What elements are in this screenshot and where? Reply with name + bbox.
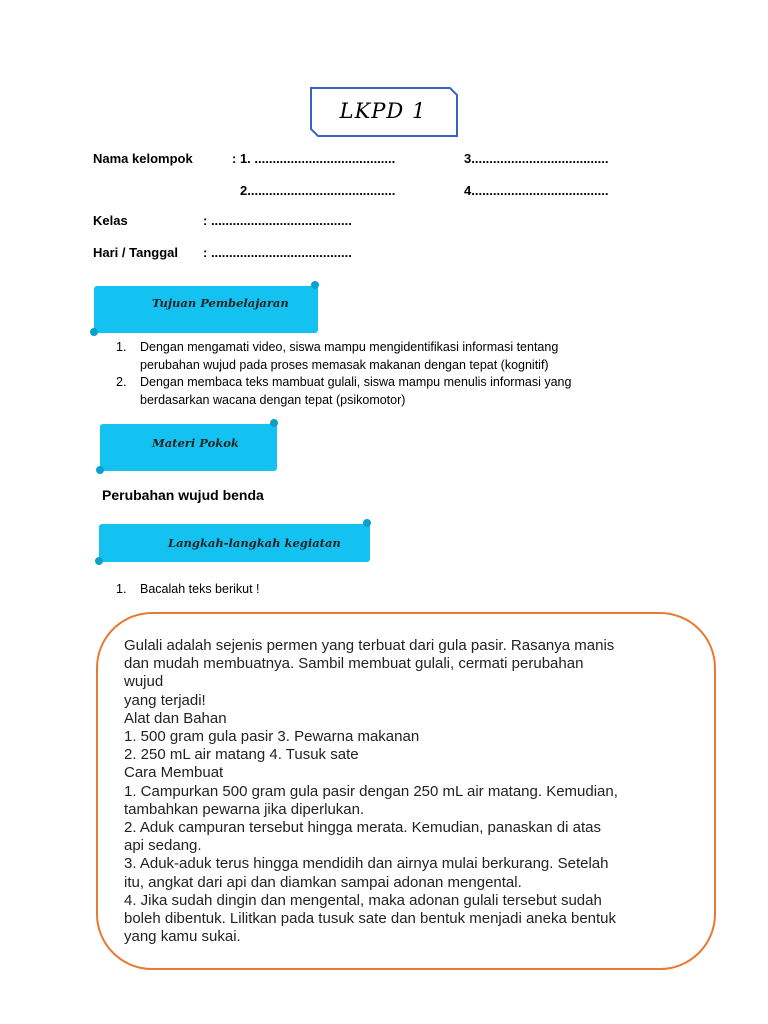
ribbon-curl (96, 466, 104, 474)
reading-line: Alat dan Bahan (124, 709, 227, 727)
reading-line: Gulali adalah sejenis permen yang terbuat dari gula pasir. Rasanya manis (124, 637, 615, 654)
date-field[interactable]: : ....................................... (203, 245, 352, 260)
reading-line: dan mudah membuatnya. Sambil membuat gulali, cermati perubahan (124, 655, 584, 673)
member-1-field[interactable]: : 1. ....................................... (232, 151, 396, 166)
material-title: Materi Pokok (152, 436, 239, 450)
member-3-field[interactable]: 3...................................... (464, 151, 609, 166)
steps-list (116, 581, 516, 599)
reading-line: 1. Campurkan 500 gram gula pasir dengan 250 mL air matang. Kemudian, (124, 782, 618, 800)
ribbon-curl (90, 328, 98, 336)
reading-line: boleh dibentuk. Lilitkan pada tusuk sate dan bentuk menjadi aneka bentuk (124, 910, 617, 928)
material-text: Perubahan wujud benda (102, 487, 264, 503)
reading-line: 4. Jika sudah dingin dan mengental, maka adonan gulali tersebut sudah (124, 891, 602, 909)
reading-line: wujud (124, 673, 164, 691)
list-item: 1. Dengan mengamati video, siswa mampu mengidentifikasi informasi tentang perubahan wujud pada proses memasak makanan dengan tepat (kognitif) (116, 340, 559, 372)
member-2-field[interactable]: 2......................................... (240, 183, 396, 198)
class-label: Kelas (93, 213, 128, 228)
objectives-title: Tujuan Pembelajaran (152, 296, 289, 310)
reading-line: yang terjadi! (124, 691, 206, 709)
reading-line: tambahkan pewarna jika diperlukan. (124, 800, 365, 818)
reading-line: api sedang. (124, 837, 202, 855)
reading-line: 2. Aduk campuran tersebut hingga merata. Kemudian, panaskan di atas (124, 819, 601, 837)
list-item: 1. Bacalah teks berikut ! (116, 582, 260, 596)
reading-line: 3. Aduk-aduk terus hingga mendidih dan airnya mulai berkurang. Setelah (124, 855, 609, 873)
group-label: Nama kelompok (93, 151, 193, 166)
date-label: Hari / Tanggal (93, 245, 178, 260)
list-item: 2. Dengan membaca teks mambuat gulali, siswa mampu menulis informasi yang berdasarkan wacana dengan tepat (psikomotor) (116, 375, 572, 407)
ribbon-curl (363, 519, 371, 527)
steps-title: Langkah-langkah kegiatan (168, 536, 341, 550)
reading-line: itu, angkat dari api dan diamkan sampai adonan mengental. (124, 873, 522, 891)
reading-line: Cara Membuat (124, 764, 224, 782)
ribbon-curl (311, 281, 319, 289)
page-title: LKPD 1 (339, 99, 427, 123)
member-4-field[interactable]: 4...................................... (464, 183, 609, 198)
objectives-list (116, 339, 676, 409)
ribbon-curl (95, 557, 103, 565)
reading-line: 1. 500 gram gula pasir 3. Pewarna makanan (124, 728, 420, 746)
reading-line: yang kamu sukai. (124, 928, 241, 946)
ribbon-curl (270, 419, 278, 427)
class-field[interactable]: : ....................................... (203, 213, 352, 228)
reading-line: 2. 250 mL air matang 4. Tusuk sate (124, 746, 359, 764)
reading-text (124, 637, 694, 946)
